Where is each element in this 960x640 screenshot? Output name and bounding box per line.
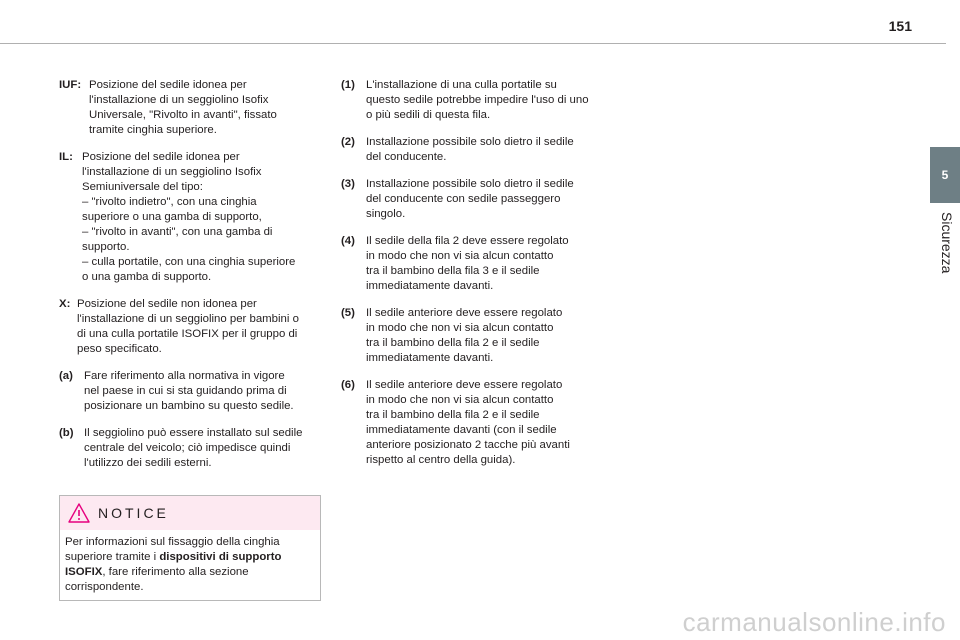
text-line: o più sedili di questa fila. [366, 109, 491, 121]
footnote-a [59, 369, 323, 414]
legend-text [89, 78, 323, 138]
page-number: 151 [888, 18, 912, 34]
text-line: supporto. [82, 241, 130, 253]
text-line: Posizione del sedile idonea per [89, 79, 247, 91]
text-line: Fare riferimento alla normativa in vigore [84, 370, 285, 382]
footnote-key: (2) [341, 136, 355, 148]
right-column [341, 78, 611, 480]
text-line: nel paese in cui si sta guidando prima di [84, 385, 287, 397]
text-line: L'installazione di una culla portatile su [366, 79, 557, 91]
footnote-5 [341, 306, 611, 366]
text-line: in modo che non vi sia alcun contatto [366, 250, 554, 262]
footnote-6 [341, 378, 611, 468]
notice-text-start: Per informazioni sul fissaggio della cinghia superiore tramite i [65, 536, 280, 563]
footnote-key: (a) [59, 370, 73, 382]
text-line: questo sedile potrebbe impedire l'uso di uno [366, 94, 589, 106]
text-line: l'utilizzo dei sedili esterni. [84, 457, 212, 469]
text-line: Universale, "Rivolto in avanti", fissato [89, 109, 277, 121]
footnote-text [366, 177, 611, 222]
text-line: tra il bambino della fila 2 e il sedile [366, 337, 540, 349]
text-line: tra il bambino della fila 2 e il sedile [366, 409, 540, 421]
text-line: in modo che non vi sia alcun contatto [366, 394, 554, 406]
footnote-4 [341, 234, 611, 294]
footnote-2 [341, 135, 611, 165]
footnote-key: (b) [59, 427, 74, 439]
legend-key: IL: [59, 151, 73, 163]
text-line: Posizione del sedile idonea per [82, 151, 240, 163]
text-line: Il sedile anteriore deve essere regolato [366, 307, 563, 319]
text-line: tra il bambino della fila 3 e il sedile [366, 265, 540, 277]
legend-text [77, 297, 323, 357]
footnote-3 [341, 177, 611, 222]
chapter-title: Sicurezza [939, 212, 955, 274]
text-line: l'installazione di un seggiolino per bambini o [77, 313, 299, 325]
text-line: immediatamente davanti. [366, 280, 494, 292]
text-line: del conducente. [366, 151, 447, 163]
text-line: anteriore posizionato 2 tacche più avanti [366, 439, 570, 451]
text-line: superiore o una gamba di supporto, [82, 211, 262, 223]
notice-text [60, 530, 320, 595]
text-line: di una culla portatile ISOFIX per il gruppo di [77, 328, 298, 340]
footnote-text [366, 135, 611, 165]
legend-key: IUF: [59, 79, 82, 91]
footnote-text [366, 78, 611, 123]
footnote-key: (4) [341, 235, 355, 247]
legend-entry-x [59, 297, 323, 357]
footnote-key: (1) [341, 79, 355, 91]
text-line: centrale del veicolo; ciò impedisce quindi [84, 442, 291, 454]
text-line: in modo che non vi sia alcun contatto [366, 322, 554, 334]
text-line: del conducente con sedile passeggero [366, 193, 561, 205]
text-line: posizionare un bambino su questo sedile. [84, 400, 294, 412]
footnote-text [366, 234, 611, 294]
footnote-text [366, 378, 611, 468]
watermark: carmanualsonline.info [682, 607, 946, 637]
legend-key: X: [59, 298, 71, 310]
notice-title: NOTICE [98, 505, 169, 521]
notice-text-end: , fare riferimento alla sezione corrispondente. [65, 566, 249, 593]
notice-header [60, 496, 320, 530]
footnote-text [84, 369, 323, 414]
notice-box [59, 495, 321, 601]
text-line: tramite cinghia superiore. [89, 124, 217, 136]
left-column [59, 78, 323, 483]
footnote-1 [341, 78, 611, 123]
text-line: Semiuniversale del tipo: [82, 181, 203, 193]
footnote-key: (6) [341, 379, 355, 391]
header-rule [0, 43, 946, 44]
chapter-tab[interactable]: 5 [930, 147, 960, 203]
legend-entry-il [59, 150, 323, 285]
text-line: peso specificato. [77, 343, 162, 355]
footnote-b [59, 426, 323, 471]
warning-icon [68, 503, 90, 523]
text-line: l'installazione di un seggiolino Isofix [82, 166, 262, 178]
text-line: singolo. [366, 208, 406, 220]
text-line: – "rivolto in avanti", con una gamba di [82, 226, 273, 238]
text-line: l'installazione di un seggiolino Isofix [89, 94, 269, 106]
text-line: – culla portatile, con una cinghia superiore [82, 256, 296, 268]
footnote-text [84, 426, 323, 471]
notice-text-bold: dispositivi di supporto ISOFIX [65, 551, 282, 578]
text-line: Il sedile della fila 2 deve essere regolato [366, 235, 569, 247]
text-line: Installazione possibile solo dietro il sedile [366, 178, 574, 190]
text-line: immediatamente davanti (con il sedile [366, 424, 557, 436]
text-line: o una gamba di supporto. [82, 271, 212, 283]
text-line: Posizione del sedile non idonea per [77, 298, 257, 310]
text-line: Il seggiolino può essere installato sul sedile [84, 427, 303, 439]
legend-entry-iuf [59, 78, 323, 138]
text-line: Installazione possibile solo dietro il sedile [366, 136, 574, 148]
footnote-key: (5) [341, 307, 355, 319]
text-line: – "rivolto indietro", con una cinghia [82, 196, 257, 208]
text-line: rispetto al centro della guida). [366, 454, 516, 466]
text-line: immediatamente davanti. [366, 352, 494, 364]
footnote-key: (3) [341, 178, 355, 190]
text-line: Il sedile anteriore deve essere regolato [366, 379, 563, 391]
legend-text [82, 150, 323, 285]
footnote-text [366, 306, 611, 366]
